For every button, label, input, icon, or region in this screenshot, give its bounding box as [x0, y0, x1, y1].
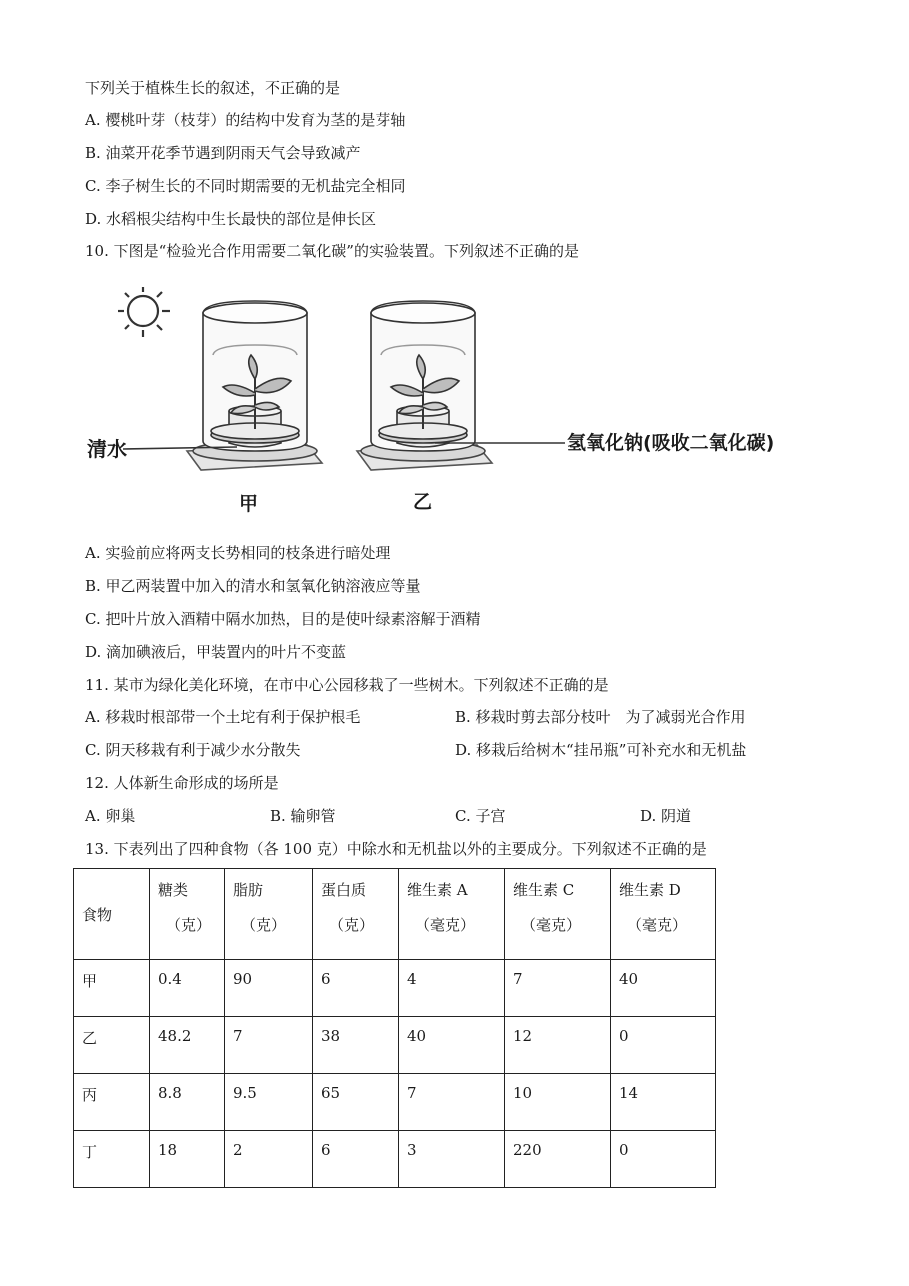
q10-option-b: B. 甲乙两装置中加入的清水和氢氧化钠溶液应等量: [85, 577, 421, 595]
cell: 7: [399, 1074, 505, 1131]
row-food: 丁: [74, 1131, 150, 1188]
label-qingshui: 清水: [87, 437, 127, 461]
row-food: 丙: [74, 1074, 150, 1131]
table-row: [74, 1074, 716, 1131]
table-row: [74, 1017, 716, 1074]
cell: 8.8: [150, 1074, 225, 1131]
row-food: 甲: [74, 960, 150, 1017]
jar-yi: [357, 301, 492, 470]
q11-option-d: D. 移栽后给树木“挂吊瓶”可补充水和无机盐: [455, 741, 747, 759]
cell: 48.2: [150, 1017, 225, 1074]
experiment-diagram: [87, 283, 815, 515]
cell: 220: [505, 1131, 611, 1188]
q11-stem: 11. 某市为绿化美化环境，在市中心公园移栽了一些树木。下列叙述不正确的是: [85, 676, 609, 694]
q10-option-a: A. 实验前应将两支长势相同的枝条进行暗处理: [85, 544, 391, 562]
table-row: [74, 960, 716, 1017]
header-vitamin-d: 维生素 D （毫克）: [611, 869, 716, 960]
cell: 40: [611, 960, 716, 1017]
q13-stem: 13. 下表列出了四种食物（各 100 克）中除水和无机盐以外的主要成分。下列叙述不正确的是: [85, 840, 707, 858]
header-fat: 脂肪 （克）: [225, 869, 313, 960]
sun-icon: [118, 287, 170, 337]
cell: 9.5: [225, 1074, 313, 1131]
q9-option-d: D. 水稻根尖结构中生长最快的部位是伸长区: [85, 210, 377, 228]
q11-option-a: A. 移栽时根部带一个土坨有利于保护根毛: [85, 708, 361, 726]
cell: 0: [611, 1017, 716, 1074]
q12-option-a: A. 卵巢: [85, 807, 136, 825]
cell: 6: [313, 1131, 399, 1188]
cell: 90: [225, 960, 313, 1017]
q9-option-c: C. 李子树生长的不同时期需要的无机盐完全相同: [85, 177, 406, 195]
cell: 4: [399, 960, 505, 1017]
cell: 6: [313, 960, 399, 1017]
cell: 10: [505, 1074, 611, 1131]
cell: 12: [505, 1017, 611, 1074]
q11-option-b: B. 移栽时剪去部分枝叶 为了减弱光合作用: [455, 708, 746, 726]
cell: 7: [225, 1017, 313, 1074]
label-yi: 乙: [413, 491, 433, 513]
header-protein: 蛋白质 （克）: [313, 869, 399, 960]
cell: 2: [225, 1131, 313, 1188]
label-jia: 甲: [239, 493, 259, 515]
header-vitamin-a: 维生素 A （毫克）: [399, 869, 505, 960]
header-vitamin-c: 维生素 C （毫克）: [505, 869, 611, 960]
table-header-row: [74, 869, 716, 960]
q9-option-b: B. 油菜开花季节遇到阴雨天气会导致减产: [85, 144, 361, 162]
cell: 0.4: [150, 960, 225, 1017]
cell: 0: [611, 1131, 716, 1188]
jar-jia: [187, 301, 322, 470]
header-sugar: 糖类 （克）: [150, 869, 225, 960]
cell: 3: [399, 1131, 505, 1188]
cell: 7: [505, 960, 611, 1017]
q9-option-a: A. 樱桃叶芽（枝芽）的结构中发育为茎的是芽轴: [85, 111, 406, 129]
row-food: 乙: [74, 1017, 150, 1074]
cell: 40: [399, 1017, 505, 1074]
q10-option-d: D. 滴加碘液后，甲装置内的叶片不变蓝: [85, 643, 347, 661]
q11-option-c: C. 阴天移栽有利于减少水分散失: [85, 741, 301, 759]
label-naoh: 氢氧化钠(吸收二氧化碳): [567, 432, 775, 454]
q10-stem: 10. 下图是“检验光合作用需要二氧化碳”的实验装置。下列叙述不正确的是: [85, 242, 579, 260]
food-composition-table: [73, 868, 716, 1188]
q9-stem: 下列关于植株生长的叙述，不正确的是: [85, 79, 341, 97]
header-food: 食物: [74, 869, 150, 960]
q10-option-c: C. 把叶片放入酒精中隔水加热，目的是使叶绿素溶解于酒精: [85, 610, 481, 628]
table-row: [74, 1131, 716, 1188]
cell: 38: [313, 1017, 399, 1074]
cell: 14: [611, 1074, 716, 1131]
q12-option-c: C. 子宫: [455, 807, 506, 825]
q12-option-b: B. 输卵管: [270, 807, 336, 825]
experiment-figure: [87, 283, 815, 515]
q12-option-d: D. 阴道: [640, 807, 692, 825]
cell: 65: [313, 1074, 399, 1131]
q12-stem: 12. 人体新生命形成的场所是: [85, 774, 279, 792]
cell: 18: [150, 1131, 225, 1188]
